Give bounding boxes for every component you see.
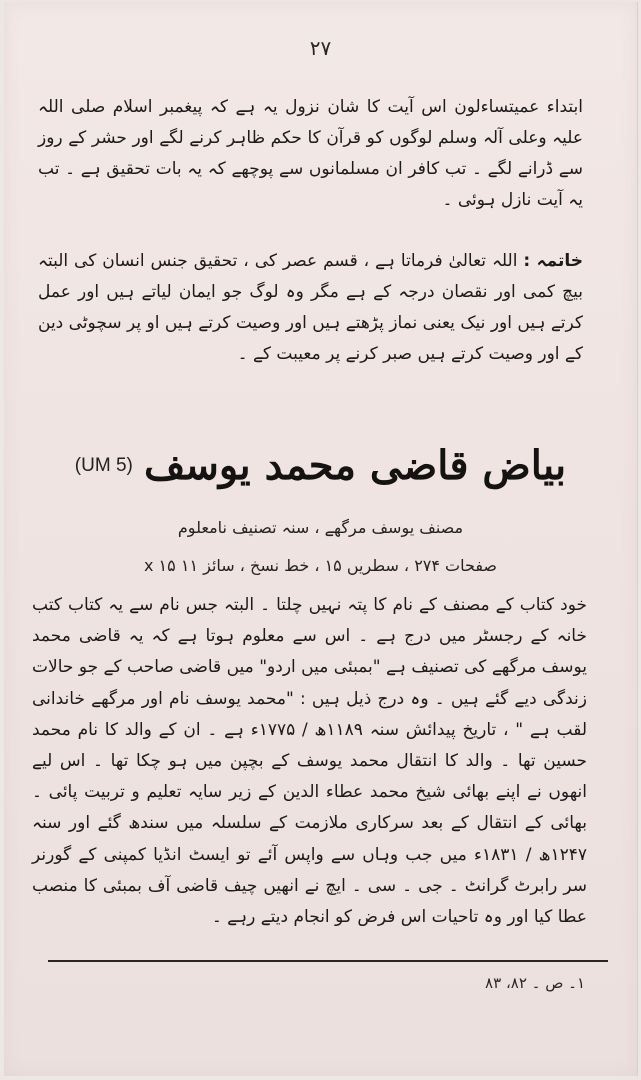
conclusion-label: خاتمہ : [523, 251, 583, 271]
conclusion-paragraph [38, 246, 583, 370]
section-title-code: (UM 5) [74, 454, 133, 476]
footnote: ۱۔ ص ۔ ۸۲، ۸۳ [485, 974, 585, 992]
conclusion-text: اللہ تعالیٰ فرماتا ہے ، قسم عصر کی ، تحقیق جنس انسان کی البتہ بیچ کمی اور نقصان درجہ کے ہے مگر وہ لوگ جو ایمان لیاتے ہیں اور عمل کرتے ہیں اور نیک یعنی نماز پڑھتے ہیں اور وصیت کرتے ہیں او پر سچوٹی دین کے اور وصیت کرتے ہیں صبر کرنے پر معیبت کے ۔ [38, 251, 583, 364]
biography-paragraph: خود کتاب کے مصنف کے نام کا پتہ نہیں چلتا ۔ البتہ جس نام سے یہ کتاب کتب خانہ کے رجسٹر میں درج ہے ۔ اس سے معلوم ہوتا ہے کہ یہ قاضی محمد یوسف مرگھے کی تصنیف ہے "بمبئی میں اردو" میں قاضی صاحب کے جو حالات زندگی دیے گئے ہیں ۔ وہ درج ذیل ہیں : "محمد یوسف نام اور مرگھے خاندانی لقب ہے " ، تاریخ پیدائش سنہ ۱۱۸۹ھ / ۱۷۷۵ء ہے ۔ ان کے والد کا نام محمد حسین تھا ۔ والد کا انتقال محمد یوسف کے بچپن میں ہو چکا تھا ۔ اس لیے انھوں نے اپنے بھائی شیخ محمد عطاء الدین کے زیر سایہ تعلیم و تربیت پائی ۔ بھائی کے انتقال کے بعد سرکاری ملازمت کے سلسلہ میں سندھ گئے اور سنہ ۱۲۴۷ھ / ۱۸۳۱ء میں جب وہاں سے واپس آئے تو ایسٹ انڈیا کمپنی کے گورنر سر رابرٹ گرانٹ ۔ جی ۔ سی ۔ ایچ نے انھیں چیف قاضی آف بمبئی کا منصب عطا کیا اور وہ تاحیات اس فرض کو انجام دیتے رہے ۔ [32, 595, 587, 928]
opening-paragraph: ابتداء عمیتساءلون اس آیت کا شان نزول یہ ہے کہ پیغمبر اسلام صلی اللہ علیہ وعلی آلہ وسلم لوگوں کو قرآن کا حکم ظاہر کرنے لگے اور حشر کے روز سے ڈرانے لگے ۔ تب کافر ان مسلمانوں سے پوچھے کہ یہ بات تحقیق ہے ۔ تب یہ آیت نازل ہوئی ۔ [38, 97, 583, 210]
pages-meta-line: صفحات ۲۷۴ ، سطریں ۱۵ ، خط نسخ ، سائز ۱۱ x ۱۵ [144, 556, 497, 575]
section-title-text: بیاض قاضی محمد یوسف [143, 442, 567, 489]
footnote-divider [48, 960, 608, 962]
section-title [0, 442, 641, 489]
author-meta-line: مصنف یوسف مرگھے ، سنہ تصنیف نامعلوم [177, 518, 464, 537]
page-number: ۲۷ [309, 36, 332, 60]
